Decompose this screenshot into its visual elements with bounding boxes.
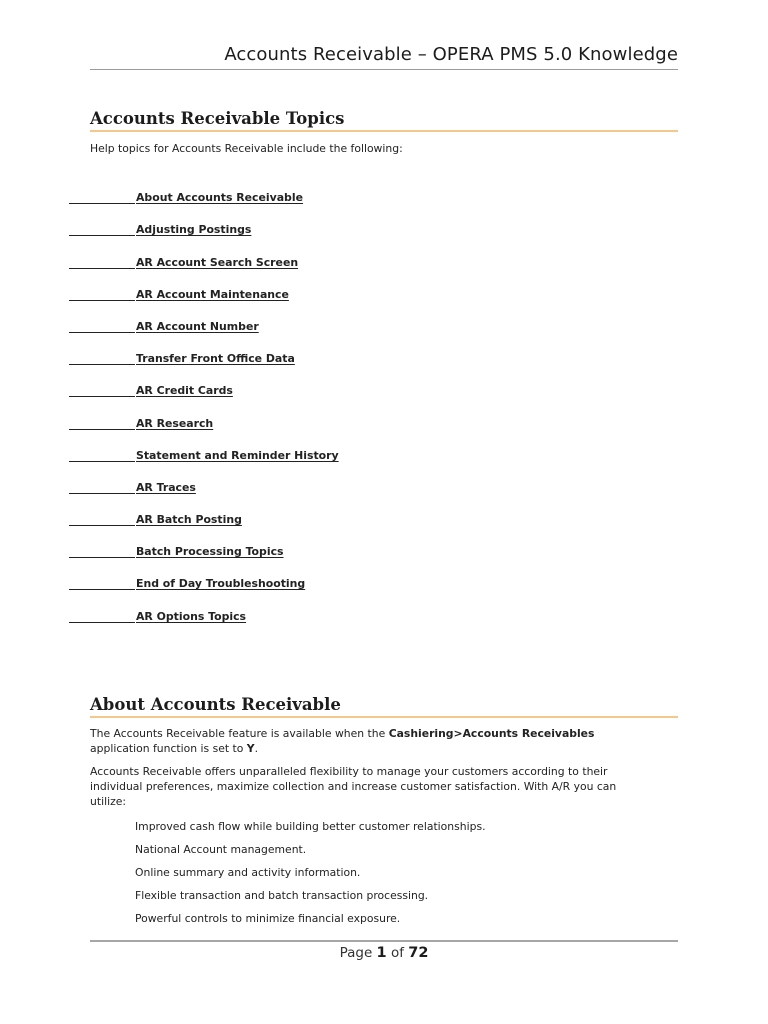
topic-link-ar-batch-posting[interactable]: AR Batch Posting: [136, 513, 242, 526]
about-heading: About Accounts Receivable: [90, 694, 678, 718]
topic-link-ar-credit-cards[interactable]: AR Credit Cards: [136, 384, 233, 397]
leader-rule: [69, 557, 135, 558]
availability-text-continued: application function is set to: [90, 742, 247, 755]
document-title: Accounts Receivable – OPERA PMS 5.0 Knowledge: [224, 44, 678, 65]
leader-rule: [69, 235, 135, 236]
topic-row: [69, 576, 469, 592]
topic-row: [69, 351, 469, 367]
topic-row: [69, 255, 469, 271]
about-features-paragraph: Accounts Receivable offers unparalleled flexibility to manage your customers according to their individual preferences, maximize collection and increase customer satisfaction. With A/R you can utilize:: [90, 765, 617, 808]
topic-row: [69, 416, 469, 432]
page-footer: [90, 940, 678, 972]
topic-link-ar-traces[interactable]: AR Traces: [136, 481, 196, 494]
about-section: [90, 694, 678, 809]
leader-rule: [69, 203, 135, 204]
topic-row: [69, 480, 469, 496]
topic-link-statement-and-reminder-history[interactable]: Statement and Reminder History: [136, 449, 339, 462]
topic-link-end-of-day-troubleshooting[interactable]: End of Day Troubleshooting: [136, 577, 306, 590]
topic-link-adjusting-postings[interactable]: Adjusting Postings: [136, 223, 252, 236]
topic-link-ar-research[interactable]: AR Research: [136, 417, 214, 430]
topics-section: [90, 108, 678, 156]
page-of-label: of: [390, 945, 404, 961]
topic-row: [69, 190, 469, 206]
topic-link-ar-account-maintenance[interactable]: AR Account Maintenance: [136, 288, 289, 301]
list-item: Powerful controls to minimize financial exposure.: [135, 912, 401, 925]
leader-rule: [69, 429, 135, 430]
topics-intro: Help topics for Accounts Receivable include the following:: [90, 142, 403, 155]
leader-rule: [69, 461, 135, 462]
topics-heading: Accounts Receivable Topics: [90, 108, 678, 132]
topic-link-batch-processing-topics[interactable]: Batch Processing Topics: [136, 545, 284, 558]
sentence-end: .: [254, 742, 259, 755]
accounts-receivables-term: Accounts Receivables: [462, 727, 595, 740]
cashiering-term: Cashiering: [388, 727, 454, 740]
function-value: Y: [246, 742, 255, 755]
total-pages: 72: [408, 945, 429, 961]
current-page: 1: [376, 945, 387, 961]
leader-rule: [69, 268, 135, 269]
path-separator: >: [453, 727, 463, 740]
list-item: Flexible transaction and batch transaction processing.: [135, 889, 429, 902]
topic-row: [69, 512, 469, 528]
list-item: National Account management.: [135, 843, 307, 856]
topic-row: [69, 222, 469, 238]
list-item: Improved cash flow while building better customer relationships.: [135, 820, 486, 833]
leader-rule: [69, 332, 135, 333]
about-availability-paragraph: [90, 726, 678, 756]
leader-rule: [69, 589, 135, 590]
leader-rule: [69, 493, 135, 494]
topic-row: [69, 544, 469, 560]
topic-link-ar-options-topics[interactable]: AR Options Topics: [136, 610, 247, 623]
leader-rule: [69, 525, 135, 526]
running-header: [90, 44, 678, 70]
topic-link-transfer-front-office-data[interactable]: Transfer Front Office Data: [136, 352, 295, 365]
topic-row: [69, 609, 469, 625]
leader-rule: [69, 364, 135, 365]
topic-row: [69, 383, 469, 399]
leader-rule: [69, 300, 135, 301]
list-item: Online summary and activity information.: [135, 866, 361, 879]
topic-row: [69, 287, 469, 303]
topic-row: [69, 319, 469, 335]
leader-rule: [69, 396, 135, 397]
topic-link-ar-account-number[interactable]: AR Account Number: [136, 320, 259, 333]
topic-row: [69, 448, 469, 464]
leader-rule: [69, 622, 135, 623]
availability-text: The Accounts Receivable feature is available when the: [90, 727, 389, 740]
page-number: [90, 944, 678, 962]
page-label: Page: [339, 945, 373, 961]
topic-link-ar-account-search-screen[interactable]: AR Account Search Screen: [136, 256, 299, 269]
topic-link-about-accounts-receivable[interactable]: About Accounts Receivable: [136, 191, 303, 204]
